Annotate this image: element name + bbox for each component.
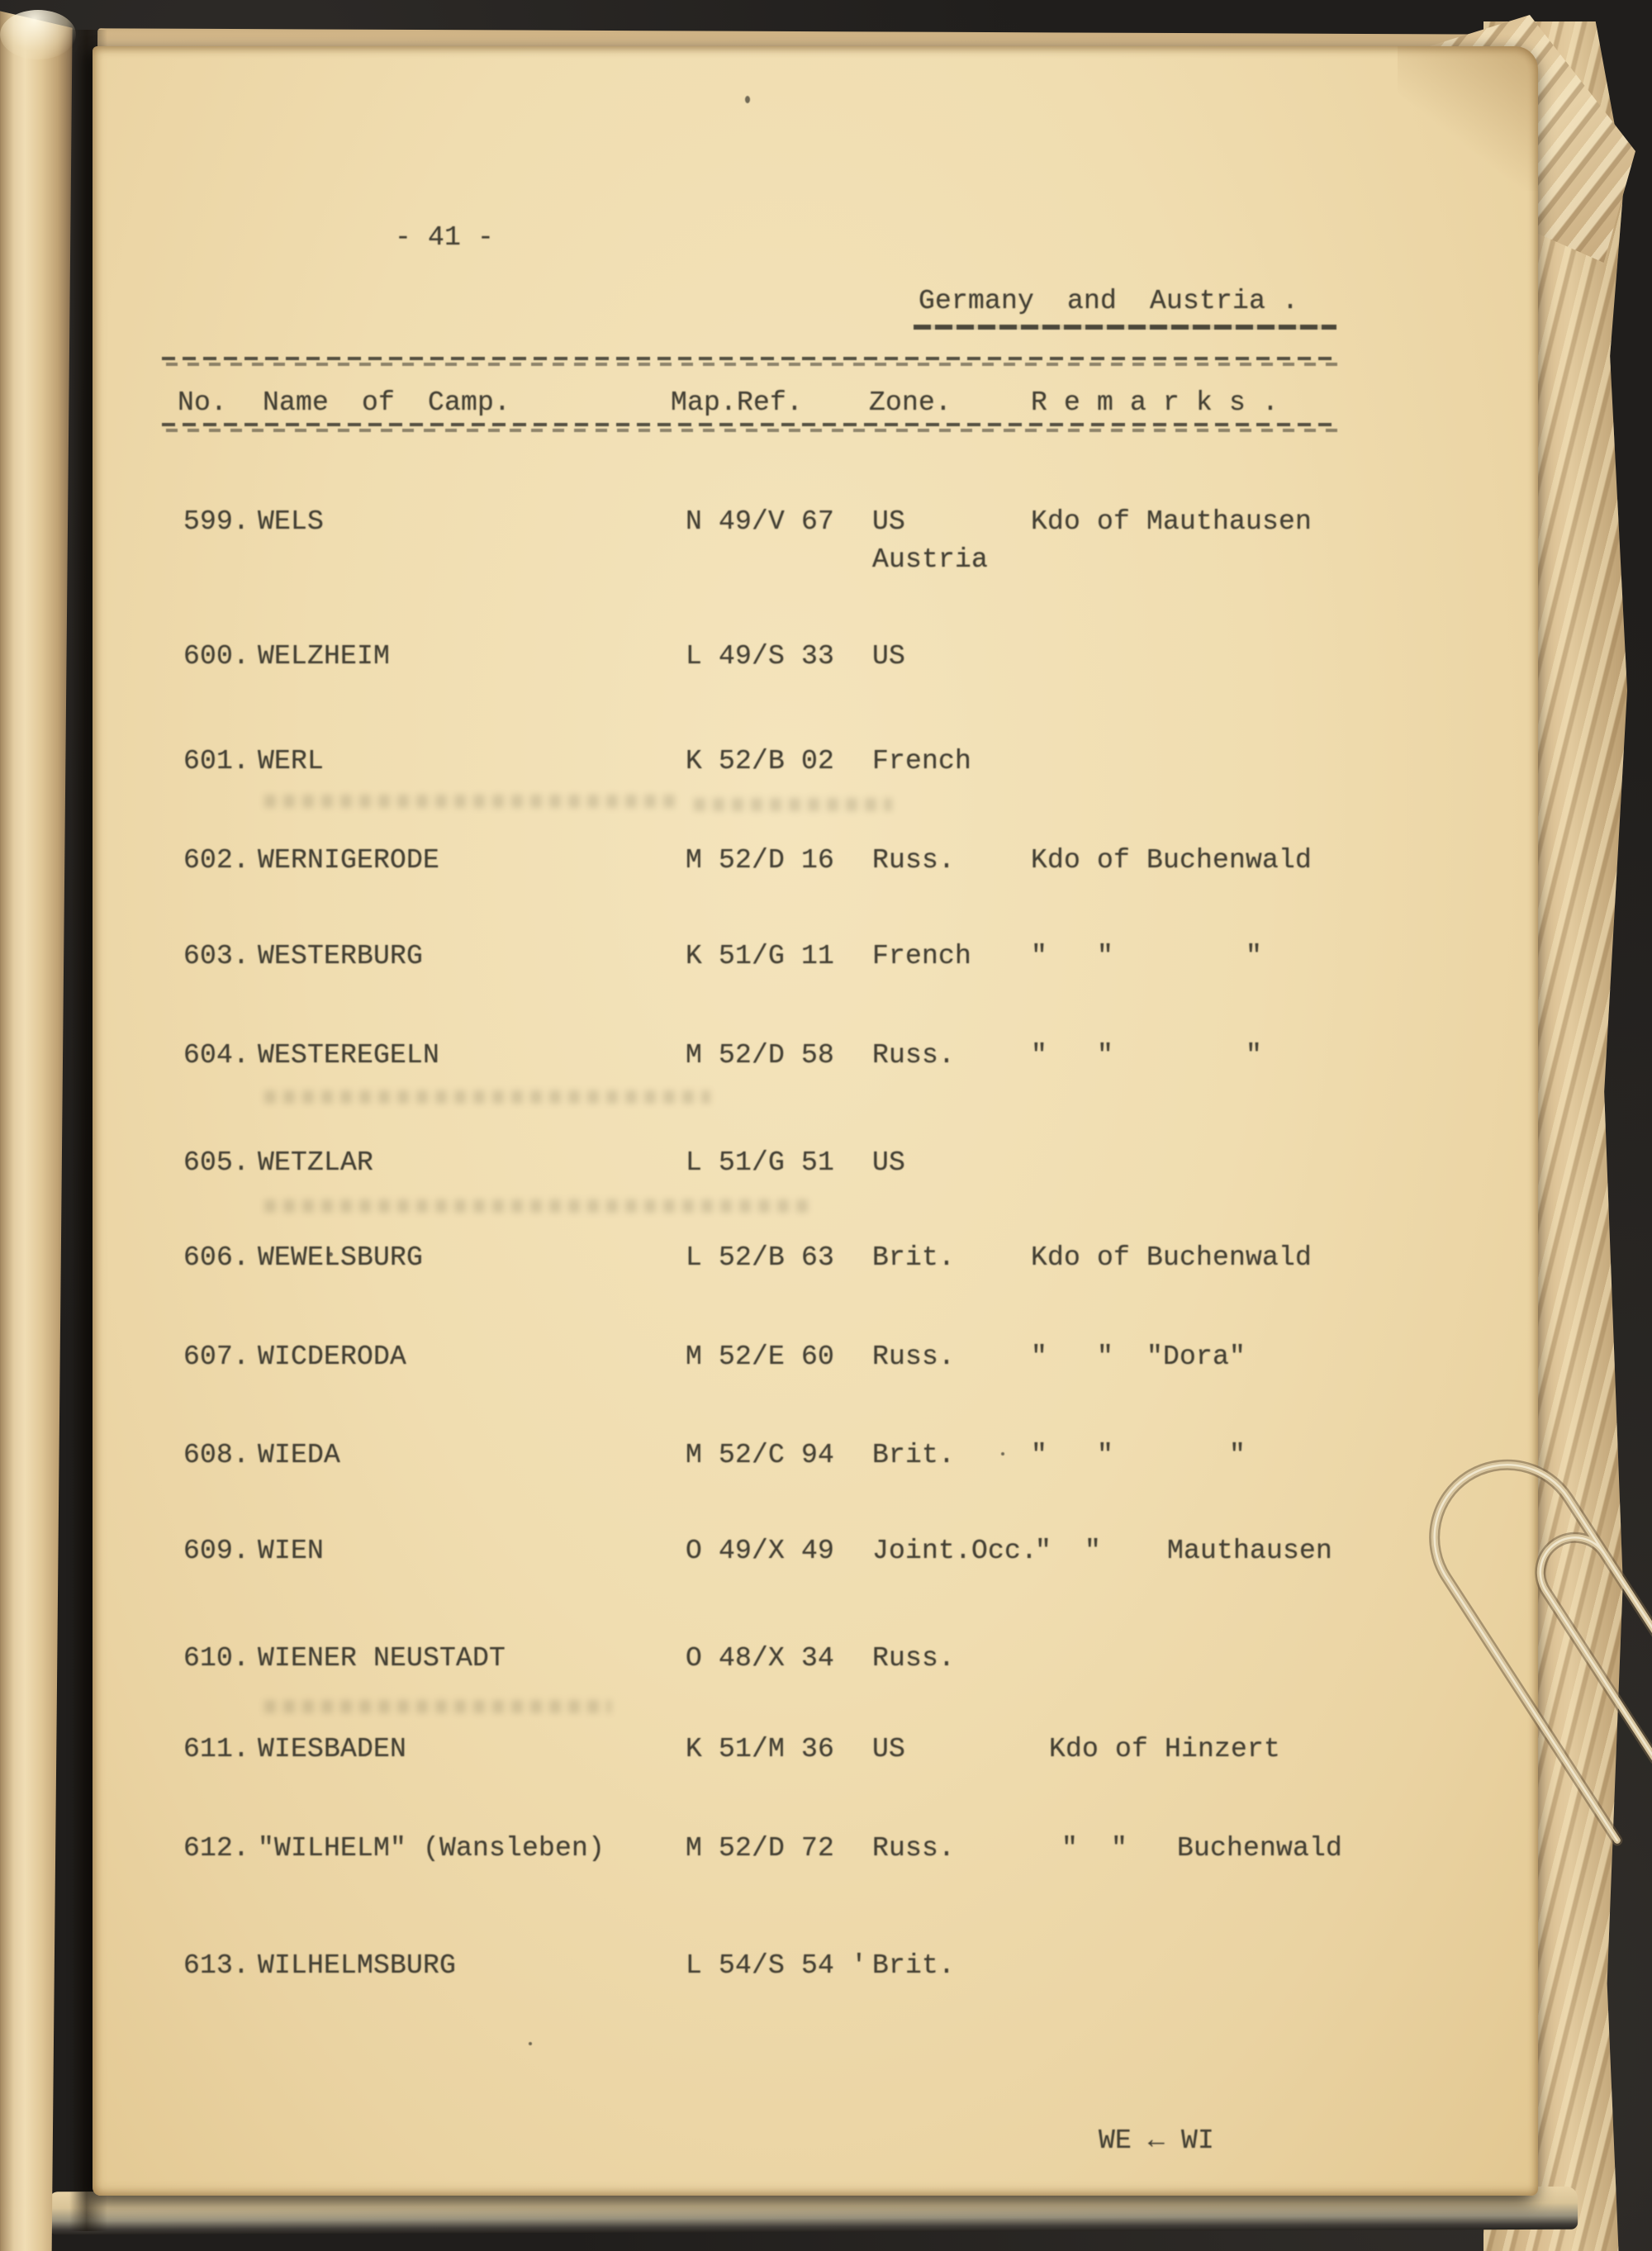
table-row — [0, 844, 1652, 882]
zone: Russ. — [872, 1833, 956, 1864]
row-number: 612. — [183, 1833, 250, 1864]
camp-name: WELS — [258, 506, 325, 537]
map-ref: M 52/D 16 — [686, 845, 835, 876]
remarks: Kdo of Hinzert — [1049, 1734, 1281, 1764]
table-row — [0, 1949, 1652, 1987]
section-title-underline — [914, 325, 1336, 330]
camp-name: WESTEREGELN — [258, 1040, 440, 1071]
zone: Joint.Occ. — [872, 1536, 1038, 1566]
footer-range: WE ← WI — [1099, 2125, 1215, 2156]
header-remarks: R e m a r k s . — [1031, 387, 1279, 418]
row-number: 608. — [183, 1440, 250, 1470]
row-number: 613. — [183, 1950, 250, 1981]
zone: Russ. — [872, 1643, 956, 1674]
camp-name: WIESBADEN — [258, 1734, 407, 1764]
row-number: 605. — [183, 1147, 250, 1178]
map-ref: O 49/X 49 — [686, 1536, 835, 1566]
camp-name: WEWELSBURG — [258, 1242, 424, 1273]
header-zone: Zone. — [869, 387, 952, 418]
table-row — [0, 745, 1652, 783]
row-number: 609. — [183, 1536, 250, 1566]
remarks: Kdo of Buchenwald — [1031, 1242, 1313, 1273]
row-number: 606. — [183, 1242, 250, 1273]
table-row — [0, 506, 1652, 575]
map-ref: M 52/E 60 — [686, 1342, 835, 1372]
camp-name: WIEDA — [258, 1440, 341, 1470]
camp-name: WESTERBURG — [258, 941, 424, 971]
header-no: No. — [178, 387, 228, 418]
remarks: " " "Dora" — [1031, 1342, 1246, 1372]
zone: Russ. — [872, 1342, 956, 1372]
remarks: Kdo of Mauthausen — [1031, 506, 1313, 537]
zone: US — [872, 506, 906, 537]
zone: Russ. — [872, 1040, 956, 1071]
row-number: 600. — [183, 641, 250, 672]
map-ref: N 49/V 67 — [686, 506, 835, 537]
row-number: 601. — [183, 746, 250, 776]
table-row — [0, 640, 1652, 678]
camp-name: WILHELMSBURG — [258, 1950, 457, 1981]
row-number: 610. — [183, 1643, 250, 1674]
map-ref: O 48/X 34 — [686, 1643, 835, 1674]
row-number: 611. — [183, 1734, 250, 1764]
map-ref: K 52/B 02 — [686, 746, 835, 776]
zone: Brit. — [872, 1440, 956, 1470]
zone: Brit. — [872, 1242, 956, 1273]
map-ref: M 52/D 58 — [686, 1040, 835, 1071]
remarks: " " " — [1031, 1440, 1246, 1470]
table-row — [0, 1039, 1652, 1077]
row-number: 599. — [183, 506, 250, 537]
camp-name: WETZLAR — [258, 1147, 374, 1178]
remarks: Kdo of Buchenwald — [1031, 845, 1313, 876]
table-row — [0, 1832, 1652, 1870]
row-number: 602. — [183, 845, 250, 876]
map-ref: L 54/S 54 ' — [686, 1950, 868, 1981]
zone: US — [872, 1734, 906, 1764]
header-map-ref: Map.Ref. — [671, 387, 804, 418]
table-row — [0, 1642, 1652, 1680]
remarks: " " " — [1031, 941, 1263, 971]
zone: French — [872, 941, 972, 971]
camp-name: WELZHEIM — [258, 641, 391, 672]
section-title: Germany and Austria . — [919, 286, 1299, 316]
map-ref: L 52/B 63 — [686, 1242, 835, 1273]
row-number: 603. — [183, 941, 250, 971]
map-ref: M 52/C 94 — [686, 1440, 835, 1470]
zone: French — [872, 746, 972, 776]
table-row — [0, 1341, 1652, 1379]
table-row — [0, 1242, 1652, 1280]
zone: Brit. — [872, 1950, 956, 1981]
map-ref: L 49/S 33 — [686, 641, 835, 672]
zone: US — [872, 641, 906, 672]
page-number: - 41 - — [395, 222, 495, 253]
remarks: " " " — [1031, 1040, 1263, 1071]
camp-name: WICDERODA — [258, 1342, 407, 1372]
remarks: " " Buchenwald — [1061, 1833, 1343, 1864]
camp-name: WERL — [258, 746, 325, 776]
table-rule-top — [162, 357, 1338, 367]
table-row — [0, 1147, 1652, 1185]
table-rule-bottom — [162, 423, 1338, 433]
map-ref: M 52/D 72 — [686, 1833, 835, 1864]
zone: Russ. — [872, 845, 956, 876]
camp-name: WERNIGERODE — [258, 845, 440, 876]
map-ref: K 51/G 11 — [686, 941, 835, 971]
table-row — [0, 940, 1652, 978]
row-number: 607. — [183, 1342, 250, 1372]
camp-name: WIEN — [258, 1536, 325, 1566]
table-header-row — [0, 387, 1652, 425]
camp-name: "WILHELM" (Wansleben) — [258, 1833, 605, 1864]
row-number: 604. — [183, 1040, 250, 1071]
map-ref: L 51/G 51 — [686, 1147, 835, 1178]
table-row — [0, 1733, 1652, 1771]
camp-name: WIENER NEUSTADT — [258, 1643, 506, 1674]
map-ref: K 51/M 36 — [686, 1734, 835, 1764]
zone-line2: Austria — [872, 544, 989, 575]
remarks: " " Mauthausen — [1035, 1536, 1333, 1566]
zone: US — [872, 1147, 906, 1178]
header-name: Name of Camp. — [263, 387, 511, 418]
